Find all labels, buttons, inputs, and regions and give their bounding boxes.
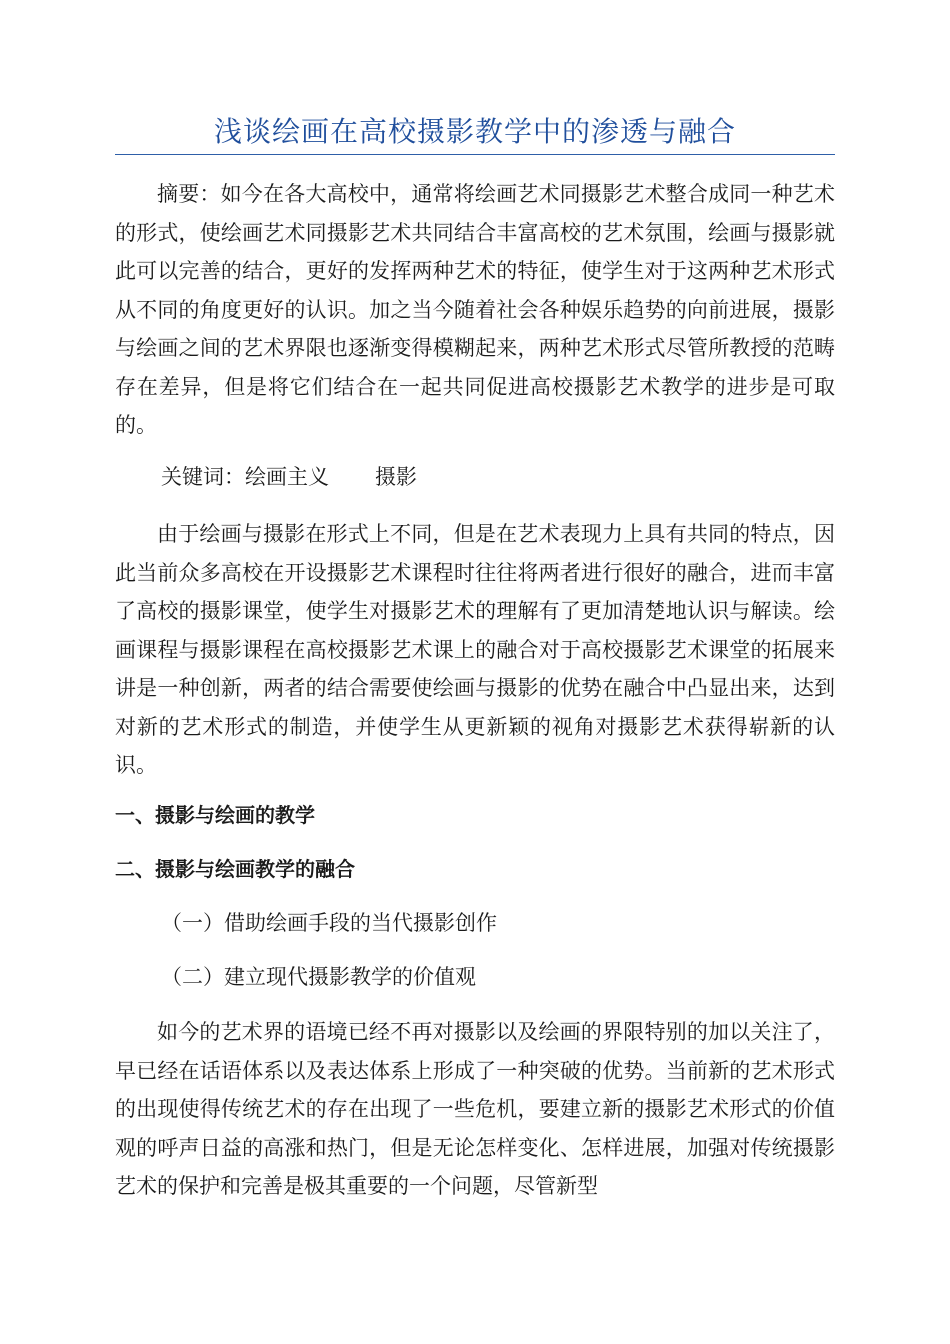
- keywords-label: 关键词：绘画主义: [161, 465, 329, 489]
- keywords-second: 摄影: [375, 465, 417, 489]
- subsection-heading-2: （二）建立现代摄影教学的价值观: [161, 965, 476, 989]
- keywords-line: [115, 462, 881, 492]
- abstract-paragraph: 摘要：如今在各大高校中，通常将绘画艺术同摄影艺术整合成同一种艺术的形式，使绘画艺术同摄影艺术共同结合丰富高校的艺术氛围，绘画与摄影就此可以完善的结合，更好的发挥两种艺术的特征，使学生对于这两种艺术形式从不同的角度更好的认识。加之当今随着社会各种娱乐趋势的向前进展，摄影与绘画之间的艺术界限也逐渐变得模糊起来，两种艺术形式尽管所教授的范畴存在差异，但是将它们结合在一起共同促进高校摄影艺术教学的进步是可取的。: [115, 182, 835, 437]
- intro-paragraph: 由于绘画与摄影在形式上不同，但是在艺术表现力上具有共同的特点，因此当前众多高校在开设摄影艺术课程时往往将两者进行很好的融合，进而丰富了高校的摄影课堂，使学生对摄影艺术的理解有了更加清楚地认识与解读。绘画课程与摄影课程在高校摄影艺术课上的融合对于高校摄影艺术课堂的拓展来讲是一种创新，两者的结合需要使绘画与摄影的优势在融合中凸显出来，达到对新的艺术形式的制造，并使学生从更新颖的视角对摄影艺术获得崭新的认识。: [115, 522, 835, 777]
- section-heading-2: 二、摄影与绘画教学的融合: [115, 857, 355, 881]
- document-title: 浅谈绘画在高校摄影教学中的渗透与融合: [213, 115, 736, 148]
- body-paragraph: 如今的艺术界的语境已经不再对摄影以及绘画的界限特别的加以关注了，早已经在话语体系以及表达体系上形成了一种突破的优势。当前新的艺术形式的出现使得传统艺术的存在出现了一些危机，要建立新的摄影艺术形式的价值观的呼声日益的高涨和热门，但是无论怎样变化、怎样进展，加强对传统摄影艺术的保护和完善是极其重要的一个问题，尽管新型: [115, 1020, 835, 1198]
- section-heading-1: 一、摄影与绘画的教学: [115, 803, 315, 827]
- subsection-heading-1: （一）借助绘画手段的当代摄影创作: [161, 911, 497, 935]
- title-underline: [115, 154, 835, 155]
